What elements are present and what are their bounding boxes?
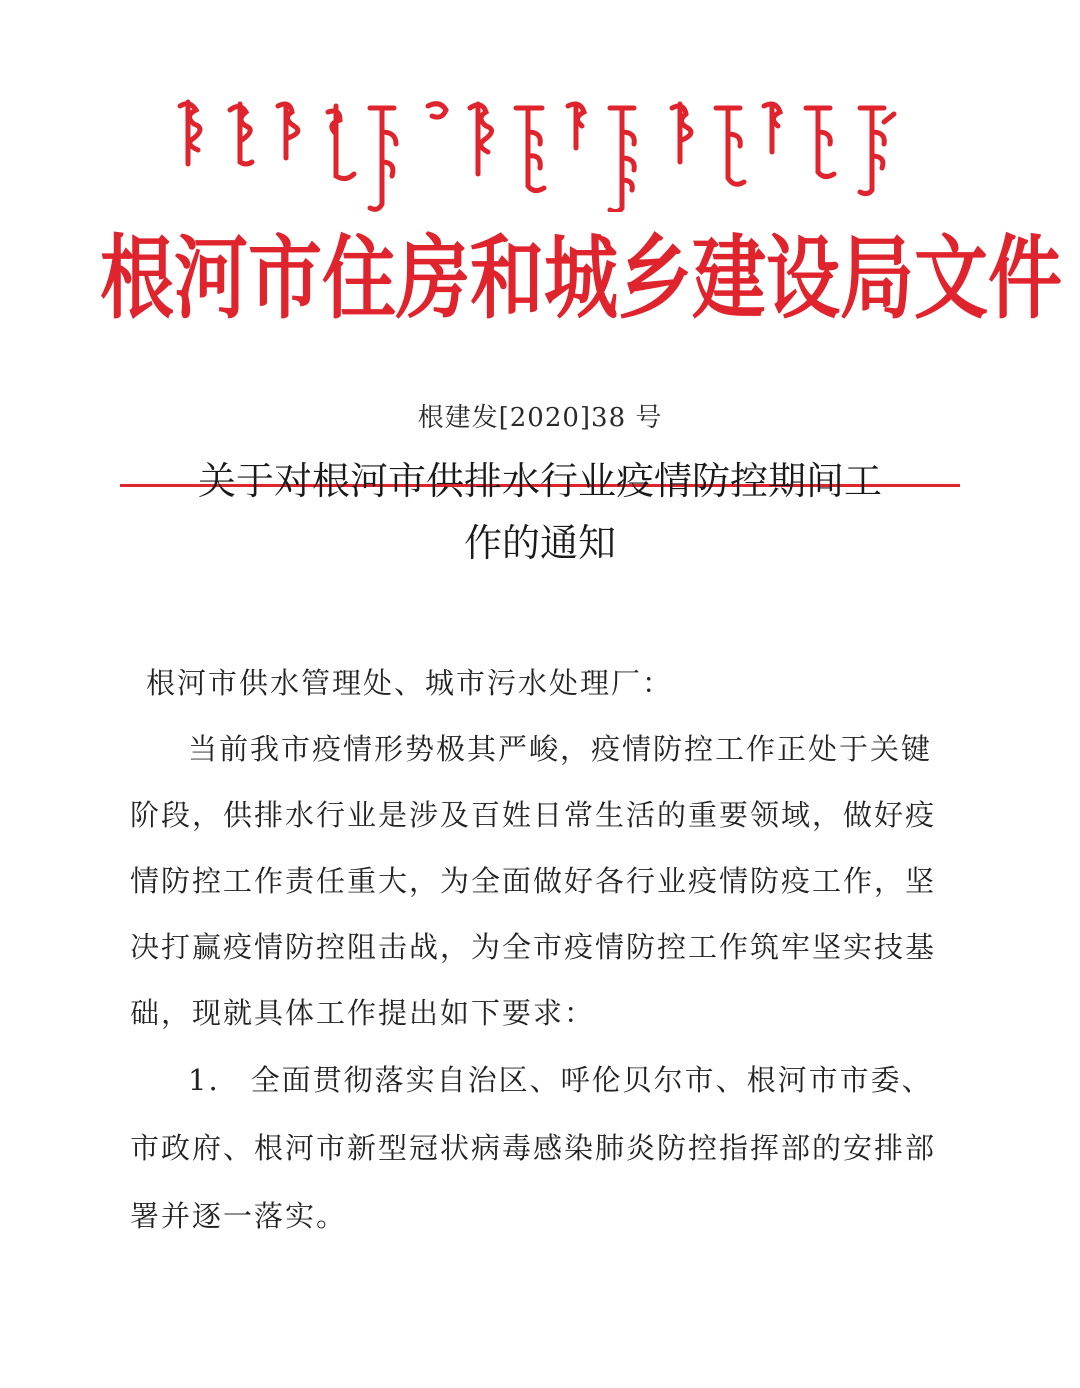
document-title-line-1: 关于对根河市供排水行业疫情防控期间工: [197, 459, 882, 503]
salutation: 根河市供水管理处、城市污水处理厂：: [146, 666, 674, 700]
document-body: [130, 650, 950, 1250]
mongolian-script-header: [160, 92, 920, 212]
issuer-title: 根河市住房和城乡建设局文件: [100, 226, 1062, 332]
paragraph-1-line-4: 决打赢疫情防控阻击战，为全市疫情防控工作筑牢坚实技基: [130, 930, 937, 964]
item-1-line-2: 市政府、根河市新型冠状病毒感染肺炎防控指挥部的安排部: [130, 1131, 937, 1165]
paragraph-1-line-1: 当前我市疫情形势极其严峻，疫情防控工作正处于关键: [188, 732, 933, 766]
paragraph-1-line-2: 阶段，供排水行业是涉及百姓日常生活的重要领域，做好疫: [130, 798, 937, 832]
mongolian-script-image: [160, 92, 920, 212]
document-title: [150, 450, 930, 574]
paragraph-1-line-3: 情防控工作责任重大，为全面做好各行业疫情防疫工作，坚: [130, 864, 937, 898]
document-number: 根建发[2020]38 号: [417, 403, 663, 433]
document-title-line-2: 作的通知: [463, 521, 616, 565]
paragraph-1-line-5: 础，现就具体工作提出如下要求：: [130, 996, 596, 1030]
item-1-line-3: 署并逐一落实。: [130, 1199, 348, 1233]
item-1-line-1: 1. 全面贯彻落实自治区、呼伦贝尔市、根河市市委、: [188, 1063, 933, 1097]
